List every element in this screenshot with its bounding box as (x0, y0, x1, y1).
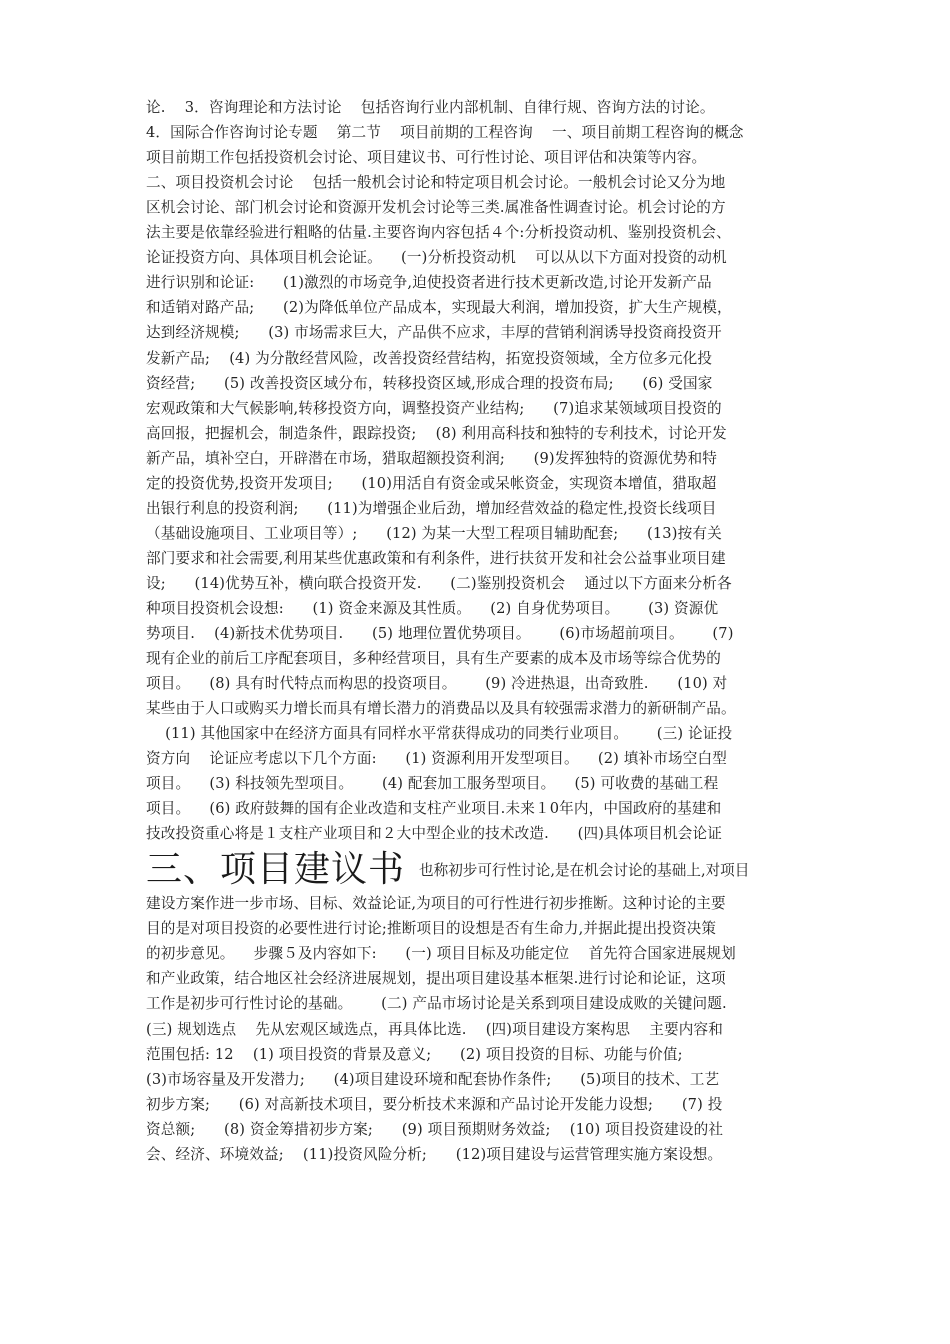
text-line: 新产品，填补空白，开辟潜在市场，猎取超额投资利润; (9)发挥独特的资源优势和特 (146, 449, 717, 467)
text-line: 项目。 (3) 科技领先型项目。 (4) 配套加工服务型项目。 (5) 可收费的基础工程 (146, 775, 719, 793)
text-line: 法主要是依靠经验进行粗略的估量.主要咨询内容包括４个:分析投资动机、鉴别投资机会、 (146, 224, 731, 242)
text-line: 初步方案; (6) 对高新技术项目，要分析技术来源和产品讨论开发能力设想; (7) 投 (146, 1095, 723, 1113)
text-line: 宏观政策和大气候影响,转移投资方向，调整投资产业结构; (7)追求某领域项目投资的 (146, 399, 722, 417)
text-line: 高回报，把握机会，制造条件，跟踪投资; (8) 利用高科技和独特的专利技术，讨论开发 (146, 424, 727, 442)
text-line: 的初步意见。 步骤５及内容如下: (一) 项目目标及功能定位 首先符合国家进展规划 (146, 945, 736, 963)
text-line: 和产业政策，结合地区社会经济进展规划，提出项目建设基本框架.进行讨论和论证，这项 (146, 970, 726, 988)
text-line: （基础设施项目、工业项目等）; (12) 为某一大型工程项目辅助配套; (13)按有关 (146, 524, 722, 542)
section-heading-line (146, 849, 826, 891)
text-line: 工作是初步可行性讨论的基础。 (二) 产品市场讨论是关系到项目建设成败的关键问题. (146, 995, 727, 1013)
section-heading: 三、项目建议书 (146, 849, 406, 890)
text-line: 部门要求和社会需要,利用某些优惠政策和有利条件，进行扶贫开发和社会公益事业项目建 (146, 549, 726, 567)
text-line: 和适销对路产品; (2)为降低单位产品成本，实现最大利润，增加投资，扩大生产规模， (146, 299, 732, 317)
text-line: 论证投资方向、具体项目机会论证。 (一)分析投资动机 可以从以下方面对投资的动机 (146, 249, 727, 267)
text-line: (三) 规划选点 先从宏观区域选点，再具体比选. (四)项目建设方案构思 主要内容和 (146, 1020, 723, 1038)
text-line: 项目。 (6) 政府鼓舞的国有企业改造和支柱产业项目.未来１0年内，中国政府的基建和 (146, 800, 722, 818)
heading-trailing-text: 也称初步可行性讨论,是在机会讨论的基础上,对项目 (419, 862, 750, 879)
text-line: 进行识别和论证: (1)激烈的市场竞争,迫使投资者进行技术更新改造,讨论开发新产品 (146, 274, 712, 292)
text-line: 资经营; (5) 改善投资区域分布，转移投资区域,形成合理的投资布局; (6) 受国家 (146, 374, 713, 392)
text-line: 会、经济、环境效益; (11)投资风险分析; (12)项目建设与运营管理实施方案设想。 (146, 1146, 723, 1163)
text-line: 现有企业的前后工序配套项目，多种经营项目，具有生产要素的成本及市场等综合优势的 (146, 650, 722, 668)
text-line: 范围包括: 12 (1) 项目投资的背景及意义; (2) 项目投资的目标、功能与价值; (146, 1045, 683, 1063)
text-line: 论. 3．咨询理论和方法讨论 包括咨询行业内部机制、自律行规、咨询方法的讨论。 (146, 99, 715, 116)
text-line: 设; (14)优势互补，横向联合投资开发. (二)鉴别投资机会 通过以下方面来分析各 (146, 574, 732, 592)
text-line: 资方向 论证应考虑以下几个方面: (1) 资源利用开发型项目。 (2) 填补市场空白型 (146, 750, 727, 768)
text-line: 发新产品; (4) 为分散经营风险，改善投资经营结构，拓宽投资领域，全方位多元化投 (146, 349, 713, 367)
text-line: (3)市场容量及开发潜力; (4)项目建设环境和配套协作条件; (5)项目的技术、工艺 (146, 1070, 720, 1088)
text-line: 出银行利息的投资利润; (11)为增强企业后劲，增加经营效益的稳定性,投资长线项目 (146, 499, 717, 517)
text-line: 某些由于人口或购买力增长而具有增长潜力的消费品以及具有较强需求潜力的新研制产品。 (146, 700, 736, 718)
text-line: 达到经济规模; (3) 市场需求巨大，产品供不应求，丰厚的营销利润诱导投资商投资开 (146, 324, 722, 342)
text-line: 资总额; (8) 资金筹措初步方案; (9) 项目预期财务效益; (10) 项目投资建设的社 (146, 1120, 724, 1138)
text-line: 种项目投资机会设想: (1) 资金来源及其性质。 (2) 自身优势项目。 (3) 资源优 (146, 600, 719, 617)
text-line: 目的是对项目投资的必要性进行讨论;推断项目的设想是否有生命力,并据此提出投资决策 (146, 920, 717, 938)
text-line: 项目。 (8) 具有时代特点而构思的投资项目。 (9) 冷进热退，出奇致胜. (10) 对 (146, 675, 728, 693)
text-line: (11) 其他国家中在经济方面具有同样水平常获得成功的同类行业项目。 (三) 论证投 (146, 725, 733, 743)
text-line: 技改投资重心将是１支柱产业项目和２大中型企业的技术改造. (四)具体项目机会论证 (146, 825, 722, 843)
text-line: 定的投资优势,投资开发项目; (10)用活自有资金或呆帐资金，实现资本增值，猎取超 (146, 474, 717, 492)
text-line: 势项目. (4)新技术优势项目. (5) 地理位置优势项目。 (6)市场超前项目。 (7) (146, 625, 734, 643)
text-line: 项目前期工作包括投资机会讨论、项目建议书、可行性讨论、项目评估和决策等内容。 (146, 149, 707, 167)
text-line: 建设方案作进一步市场、目标、效益论证,为项目的可行性进行初步推断。这种讨论的主要 (146, 895, 726, 912)
text-line: 4．国际合作咨询讨论专题 第二节 项目前期的工程咨询 一、项目前期工程咨询的概念 (146, 124, 744, 142)
text-line: 二、项目投资机会讨论 包括一般机会讨论和特定项目机会讨论。一般机会讨论又分为地 (146, 174, 726, 192)
text-line: 区机会讨论、部门机会讨论和资源开发机会讨论等三类.属准备性调查讨论。机会讨论的方 (146, 199, 726, 217)
